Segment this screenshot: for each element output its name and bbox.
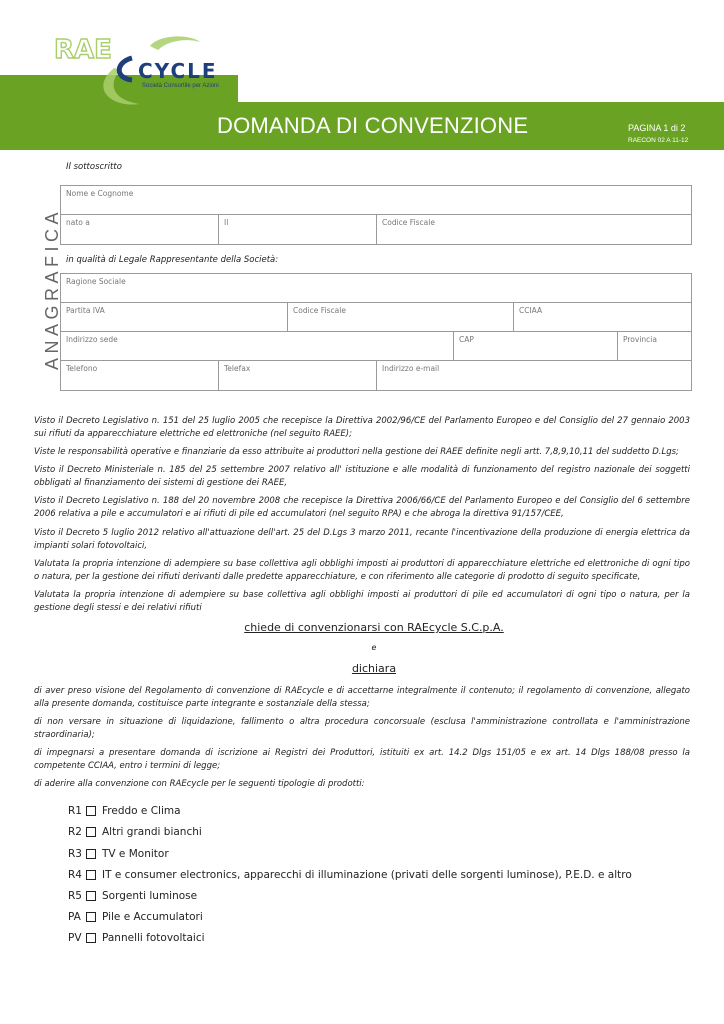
field-value xyxy=(66,231,213,240)
category-label: IT e consumer electronics, apparecchi di illuminazione (privati delle sorgenti luminose), P.E.D. e altro xyxy=(102,869,632,881)
field-label: Ragione Sociale xyxy=(66,277,126,286)
whereas-paragraph: Viste le responsabilità operative e finanziarie da esso attribuite ai produttori nella gestione dei RAEE definite negli artt. 7,8,9,10,11 del suddetto D.Lgs; xyxy=(34,447,679,457)
declaration-paragraph: di impegnarsi a presentare domanda di iscrizione ai Registri dei Produttori, istituiti ex art. 14.2 Dlgs 151/05 e ex art. 14 Dlgs 188/08 presso la competente CCIAA, entro i termini di legge; xyxy=(34,748,690,771)
company-form xyxy=(60,273,692,391)
field-label: CCIAA xyxy=(519,306,543,315)
field-value xyxy=(66,202,686,211)
field-label: Indirizzo sede xyxy=(66,335,118,344)
email-field[interactable] xyxy=(377,361,691,390)
field-value xyxy=(66,377,213,386)
whereas-paragraph: Visto il Decreto Legislativo n. 188 del 20 novembre 2008 che recepisce la Direttiva 2006/66/CE del Parlamento Europeo e del Consiglio del 6 settembre 2006 relativa a pile e accumulatori e ai rifiuti di pile ed accumulatori (nel seguito RPA) e che abroga la direttiva 91/157/CEE, xyxy=(34,496,690,519)
category-label: TV e Monitor xyxy=(102,848,169,860)
field-label: nato a xyxy=(66,218,90,227)
field-value xyxy=(224,231,371,240)
svg-text:Società Consortile per Azioni: Società Consortile per Azioni xyxy=(142,83,219,89)
form-row xyxy=(61,303,691,332)
whereas-paragraph: Visto il Decreto 5 luglio 2012 relativo all'attuazione dell'art. 25 del D.Lgs 3 marzo 2011, recante l'incentivazione della produzione di energia elettrica da impianti solari fotovoltaici, xyxy=(34,528,690,551)
field-value xyxy=(459,348,612,357)
category-code: PV xyxy=(68,932,82,944)
field-value xyxy=(623,348,686,357)
category-code: R1 xyxy=(68,805,82,817)
person-form xyxy=(60,185,692,245)
tax-code-field[interactable] xyxy=(377,215,691,244)
field-label: Il xyxy=(224,218,229,227)
whereas-paragraph: Valutata la propria intenzione di adempiere su base collettiva agli obblighi imposti ai produttori di pile ed accumulatori di ogni tipo o natura, per la gestione degli stessi e dei relativi rifiuti xyxy=(34,590,690,613)
company-intro: in qualità di Legale Rappresentante della Società: xyxy=(66,255,279,265)
birthdate-field[interactable] xyxy=(219,215,377,244)
category-r3[interactable] xyxy=(68,848,169,860)
category-label: Freddo e Clima xyxy=(102,805,181,817)
field-value xyxy=(66,319,282,328)
full-name-field[interactable] xyxy=(61,186,691,214)
category-code: R2 xyxy=(68,826,82,838)
checkbox[interactable] xyxy=(86,912,96,922)
company-name-field[interactable] xyxy=(61,274,691,302)
field-label: Indirizzo e-mail xyxy=(382,364,440,373)
undersigned-label: Il sottoscritto xyxy=(66,162,122,172)
category-code: R3 xyxy=(68,848,82,860)
address-field[interactable] xyxy=(61,332,454,360)
vat-field[interactable] xyxy=(61,303,288,331)
field-value xyxy=(66,348,448,357)
field-value xyxy=(382,377,686,386)
declaration-paragraph: di non versare in situazione di liquidazione, fallimento o altra procedura concorsuale (esclusa l'amministrazione controllata e l'amministrazione straordinaria); xyxy=(34,717,690,740)
form-row xyxy=(61,361,691,390)
category-label: Sorgenti luminose xyxy=(102,890,198,902)
field-label: Telefax xyxy=(224,364,251,373)
category-label: Pannelli fotovoltaici xyxy=(102,932,205,944)
page-number: PAGINA 1 di 2 xyxy=(628,123,686,133)
company-logo xyxy=(50,28,240,108)
category-code: R4 xyxy=(68,869,82,881)
cap-field[interactable] xyxy=(454,332,618,360)
category-pa[interactable] xyxy=(68,911,203,923)
declares-heading: dichiara xyxy=(351,662,397,675)
form-row xyxy=(61,274,691,303)
form-row xyxy=(61,332,691,361)
cciaa-field[interactable] xyxy=(514,303,691,331)
svg-text:CYCLE: CYCLE xyxy=(138,59,218,83)
category-r1[interactable] xyxy=(68,805,181,817)
category-r4[interactable] xyxy=(68,869,632,881)
checkbox[interactable] xyxy=(86,891,96,901)
field-value xyxy=(382,231,686,240)
sidebar-label-anagrafica: ANAGRAFICA xyxy=(42,207,62,370)
field-label: CAP xyxy=(459,335,474,344)
company-tax-code-field[interactable] xyxy=(288,303,514,331)
document-code: RAECON 02 A 11-12 xyxy=(628,137,689,144)
conjunction: e xyxy=(371,643,377,652)
field-label: Partita IVA xyxy=(66,306,105,315)
whereas-paragraph: Valutata la propria intenzione di adempiere su base collettiva agli obblighi imposti ai produttori di apparecchiature elettriche ed elettroniche di ogni tipo o natura, per la gestione dei rifiuti derivanti dalle predette apparecchiature, e con riferimento alle categorie di prodotto di seguito specificate, xyxy=(34,559,690,582)
birthplace-field[interactable] xyxy=(61,215,219,244)
whereas-paragraph: Visto il Decreto Ministeriale n. 185 del 25 settembre 2007 relativo all' istituzione e alle modalità di funzionamento del registro nazionale dei soggetti obbligati al finanziamento dei sistemi di gestione dei RAEE, xyxy=(34,465,690,488)
category-label: Pile e Accumulatori xyxy=(102,911,203,923)
whereas-paragraph: Visto il Decreto Legislativo n. 151 del 25 luglio 2005 che recepisce la Direttiva 2002/96/CE del Parlamento Europeo e del Consiglio del 27 gennaio 2003 sui rifiuti da apparecchiature elettriche ed elettroniche (nel seguito RAEE); xyxy=(34,416,690,439)
category-pv[interactable] xyxy=(68,932,205,944)
field-value xyxy=(293,319,508,328)
province-field[interactable] xyxy=(618,332,691,360)
checkbox[interactable] xyxy=(86,870,96,880)
field-value xyxy=(66,290,686,299)
fax-field[interactable] xyxy=(219,361,377,390)
form-row xyxy=(61,215,691,244)
category-code: PA xyxy=(68,911,81,923)
category-r5[interactable] xyxy=(68,890,197,902)
category-code: R5 xyxy=(68,890,82,902)
declaration-paragraph: di aderire alla convenzione con RAEcycle per le seguenti tipologie di prodotti: xyxy=(34,779,365,789)
field-value xyxy=(519,319,686,328)
field-value xyxy=(224,377,371,386)
checkbox[interactable] xyxy=(86,827,96,837)
checkbox[interactable] xyxy=(86,806,96,816)
category-r2[interactable] xyxy=(68,826,202,838)
document-title: DOMANDA DI CONVENZIONE xyxy=(217,113,529,138)
form-row xyxy=(61,186,691,215)
category-label: Altri grandi bianchi xyxy=(102,826,202,838)
field-label: Codice Fiscale xyxy=(382,218,435,227)
declaration-paragraph: di aver preso visione del Regolamento di convenzione di RAEcycle e di accettarne integralmente il contenuto; il regolamento di convenzione, allegato alla presente domanda, costituisce parte integrante e sostanziale della stessa; xyxy=(34,686,690,709)
phone-field[interactable] xyxy=(61,361,219,390)
checkbox[interactable] xyxy=(86,849,96,859)
field-label: Telefono xyxy=(66,364,98,373)
checkbox[interactable] xyxy=(86,933,96,943)
svg-text:RAE: RAE xyxy=(54,35,112,65)
field-label: Provincia xyxy=(623,335,657,344)
field-label: Nome e Cognome xyxy=(66,189,134,198)
field-label: Codice Fiscale xyxy=(293,306,346,315)
request-heading: chiede di convenzionarsi con RAEcycle S.C.p.A. xyxy=(244,621,504,634)
